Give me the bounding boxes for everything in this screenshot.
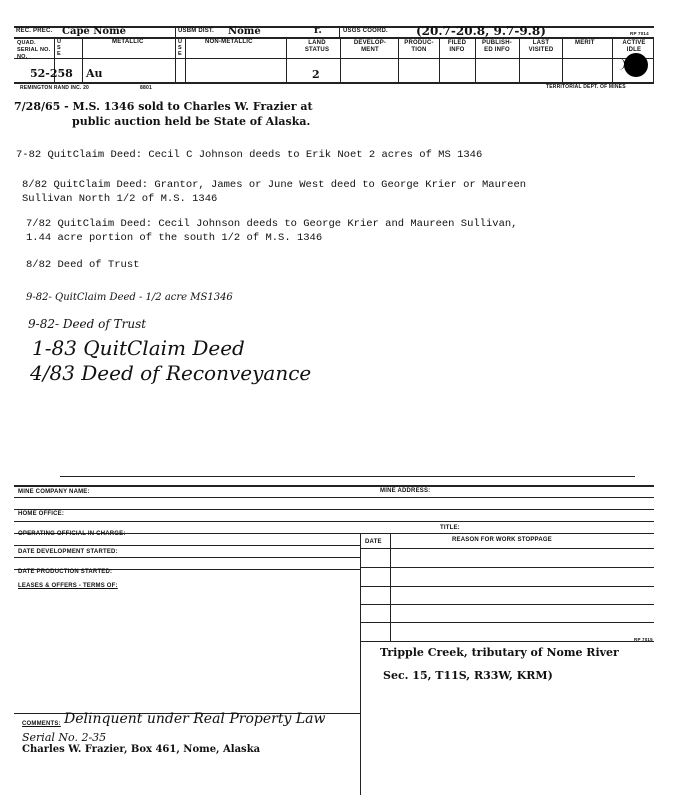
handwritten-4: 4/83 Deed of Reconveyance [30,361,312,385]
filed-info-label: FILED INFO [447,40,467,53]
u-letter-2: U [178,39,183,45]
entry-2: 7-82 QuitClaim Deed: Cecil C Johnson deeds to Erik Noet 2 acres of MS 1346 [16,149,483,161]
e-letter: E [57,51,61,57]
comments-handwritten-1: Delinquent under Real Property Law [64,711,326,727]
handwritten-2: 9-82- Deed of Trust [28,317,147,331]
reason-column-label: REASON FOR WORK STOPPAGE [452,537,552,543]
home-office-label: HOME OFFICE: [18,511,65,517]
serial-value: 52-258 [30,67,73,80]
last-visited-label: LAST VISITED [528,40,554,53]
quad-serial-label: QUAD. SERIAL NO. NO. [17,40,51,60]
handwritten-3: 1-83 QuitClaim Deed [32,336,245,360]
s-letter: S [57,45,61,51]
rec-prec-value: Cape Nome [62,26,127,37]
rec-prec-label: REC. PREC. [16,28,53,34]
active-idle-label: ACTIVE IDLE [622,40,646,53]
usgs-coord-label: USGS COORD. [343,28,388,34]
filled-circle-icon [624,53,648,77]
date-development-label: DATE DEVELOPMENT STARTED: [18,549,118,555]
metallic-label: METALLIC [112,39,144,45]
entry-1-line-2: public auction held be State of Alaska. [72,115,311,128]
published-info-label: PUBLISH-ED INFO [482,40,512,53]
location-line-1: Tripple Creek, tributary of Nome River [380,646,619,659]
printer-code: 8801 [140,85,152,91]
non-metallic-label: NON-METALLIC [205,39,253,45]
entry-3-line-1: 8/82 QuitClaim Deed: Grantor, James or June West deed to George Krier or Maureen [22,179,527,191]
comments-typed: Charles W. Frazier, Box 461, Nome, Alaska [22,744,261,755]
production-label: PRODUC-TION [404,40,434,53]
comments-handwritten-2: Serial No. 2-35 [22,731,107,744]
entry-4-line-1: 7/82 QuitClaim Deed: Cecil Johnson deeds to George Krier and Maureen Sullivan, [26,218,518,230]
land-status-label: LAND STATUS [304,40,330,53]
location-line-2: Sec. 15, T11S, R33W, KRM) [383,669,553,682]
merit-label: MERIT [575,40,595,46]
printer-label: REMINGTON RAND INC. 20 [20,85,90,91]
e-letter-2: E [178,51,182,57]
territorial-label: TERRITORIAL DEPT. OF MINES [546,84,626,90]
entry-5: 8/82 Deed of Trust [26,259,140,271]
comments-label: COMMENTS: [22,721,61,727]
handwritten-1: 9-82- QuitClaim Deed - 1/2 acre MS1346 [26,292,233,303]
development-label: DEVELOP-MENT [353,40,387,53]
usgs-coord-value: (20.7-20.8, 9.7-9.8) [416,24,546,38]
arc-mark-icon [612,58,625,70]
operating-official-label: OPERATING OFFICIAL IN CHARGE: [18,531,126,537]
s-letter-2: S [178,45,182,51]
mine-company-name-label: MINE COMPANY NAME: [18,489,90,495]
entry-4-line-2: 1.44 acre portion of the south 1/2 of M.S. 1346 [26,232,323,244]
date-column-label: DATE [365,539,382,545]
metallic-value: Au [86,67,103,80]
u-letter: U [57,39,62,45]
date-production-label: DATE PRODUCTION STARTED: [18,569,113,575]
entry-3-line-2: Sullivan North 1/2 of M.S. 1346 [22,193,218,205]
form-number-top: RP 7014 [630,31,649,36]
form-number-bottom: RP 7015 [634,637,653,642]
leases-label: LEASES & OFFERS - TERMS OF: [18,583,118,589]
entry-1-line-1: 7/28/65 - M.S. 1346 sold to Charles W. Frazier at [14,100,313,113]
land-status-value: 2 [312,68,320,81]
usbm-dist-label: USBM DIST. [178,28,215,34]
mine-address-label: MINE ADDRESS: [380,488,431,494]
usbm-dist-value: Nome [228,26,261,37]
title-label: TITLE: [440,525,460,531]
usbm-dist-mark: r. [314,25,322,36]
